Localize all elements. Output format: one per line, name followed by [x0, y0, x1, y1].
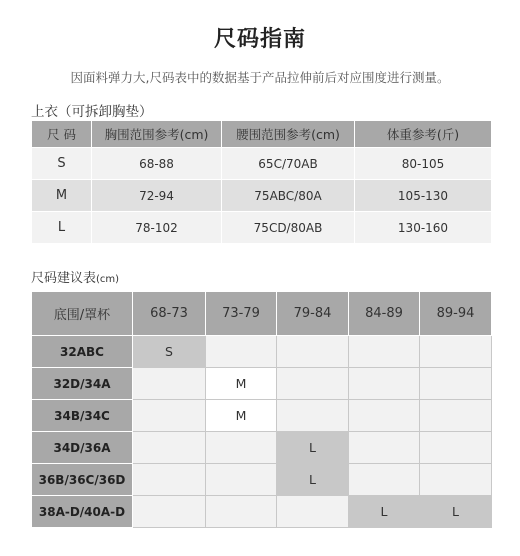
cell-chest: 72-94: [92, 180, 222, 212]
header-size: 尺 码: [32, 121, 92, 148]
size-cell: [277, 496, 349, 528]
size-cell: [277, 368, 349, 400]
recommend-section-label: [31, 267, 119, 286]
row-header: 34D/36A: [32, 432, 133, 464]
column-header: 73-79: [206, 292, 277, 336]
size-guide-table: [31, 120, 492, 244]
size-cell: M: [206, 400, 277, 432]
size-cell: [206, 464, 277, 496]
size-cell: [420, 400, 492, 432]
page-title: 尺码指南: [213, 27, 306, 52]
size-recommend-table: [31, 291, 492, 528]
size-cell: L: [277, 432, 349, 464]
cell-waist: 75ABC/80A: [222, 180, 355, 212]
recommend-label-unit: (cm): [96, 274, 120, 285]
size-cell: [206, 432, 277, 464]
size-cell: [420, 336, 492, 368]
column-header: 84-89: [349, 292, 420, 336]
table-row: [32, 432, 492, 464]
corner-header: 底围/罩杯: [32, 292, 133, 336]
page-subtitle: 因面料弹力大,尺码表中的数据基于产品拉伸前后对应围度进行测量。: [70, 70, 450, 85]
row-header: 34B/34C: [32, 400, 133, 432]
cell-weight: 105-130: [355, 180, 492, 212]
cell-chest: 68-88: [92, 148, 222, 180]
cell-weight: 130-160: [355, 212, 492, 244]
size-cell: [206, 496, 277, 528]
cell-size: S: [32, 148, 92, 180]
table-row: [32, 368, 492, 400]
column-header: 89-94: [420, 292, 492, 336]
column-header: 68-73: [133, 292, 206, 336]
header-chest: 胸围范围参考(cm): [92, 121, 222, 148]
cell-chest: 78-102: [92, 212, 222, 244]
table-row: [32, 400, 492, 432]
header-weight: 体重参考(斤): [355, 121, 492, 148]
size-cell: [420, 464, 492, 496]
size-cell: L: [349, 496, 420, 528]
cell-waist: 75CD/80AB: [222, 212, 355, 244]
size-cell: [277, 400, 349, 432]
size-cell: [206, 336, 277, 368]
size-cell: L: [420, 496, 492, 528]
cell-size: L: [32, 212, 92, 244]
row-header: 32ABC: [32, 336, 133, 368]
size-cell: [420, 432, 492, 464]
size-cell: [133, 496, 206, 528]
size-cell: [349, 336, 420, 368]
size-cell: M: [206, 368, 277, 400]
column-header: 79-84: [277, 292, 349, 336]
size-cell: L: [277, 464, 349, 496]
size-cell: [133, 432, 206, 464]
table-header-row: [32, 292, 492, 336]
row-header: 36B/36C/36D: [32, 464, 133, 496]
row-header: 38A-D/40A-D: [32, 496, 133, 528]
size-cell: [349, 432, 420, 464]
size-cell: [349, 464, 420, 496]
size-cell: [133, 368, 206, 400]
size-cell: [277, 336, 349, 368]
cell-size: M: [32, 180, 92, 212]
table-row: [32, 212, 492, 244]
top-section-label: 上衣（可拆卸胸垫）: [31, 104, 153, 120]
row-header: 32D/34A: [32, 368, 133, 400]
size-cell: S: [133, 336, 206, 368]
table-row: [32, 496, 492, 528]
cell-weight: 80-105: [355, 148, 492, 180]
size-cell: [420, 368, 492, 400]
size-cell: [133, 400, 206, 432]
recommend-label-text: 尺码建议表: [31, 271, 97, 286]
size-cell: [349, 368, 420, 400]
table-header-row: [32, 121, 492, 148]
table-row: [32, 180, 492, 212]
size-cell: [133, 464, 206, 496]
table-row: [32, 336, 492, 368]
table-row: [32, 464, 492, 496]
header-waist: 腰围范围参考(cm): [222, 121, 355, 148]
cell-waist: 65C/70AB: [222, 148, 355, 180]
size-cell: [349, 400, 420, 432]
table-row: [32, 148, 492, 180]
